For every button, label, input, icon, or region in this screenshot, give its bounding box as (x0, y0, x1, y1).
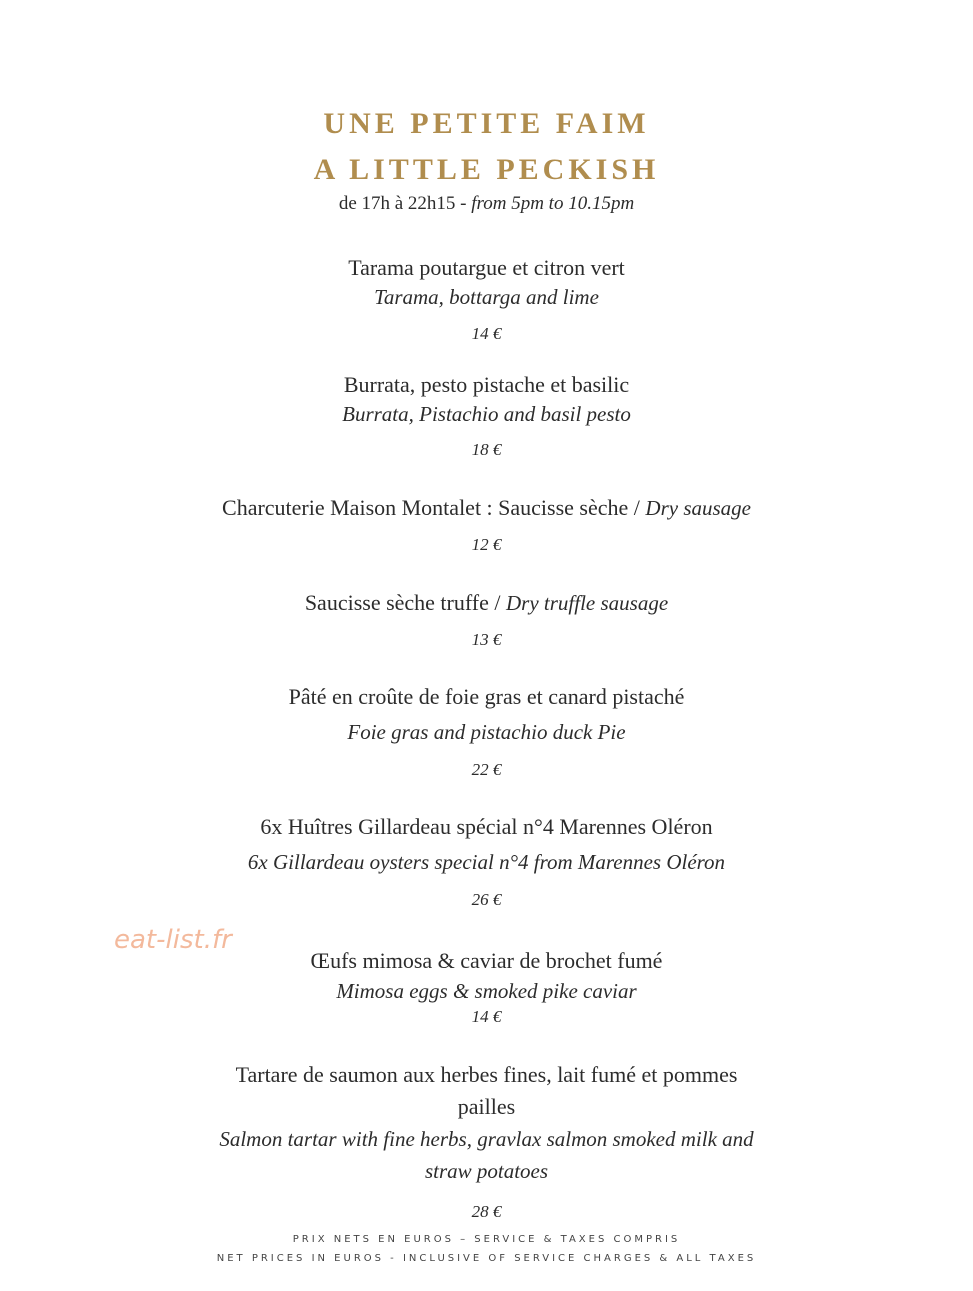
menu-item-7-name-en: Mimosa eggs & smoked pike caviar (336, 979, 637, 1003)
menu-item-3-name-fr: Charcuterie Maison Montalet : Saucisse sèche / (222, 495, 646, 520)
menu-item-8-price: 28 € (471, 1202, 502, 1221)
footer-note-fr: PRIX NETS EN EUROS – SERVICE & TAXES COMPRIS (292, 1234, 681, 1245)
serving-hours (0, 193, 973, 215)
menu-item-6-name-en: 6x Gillardeau oysters special n°4 from Marennes Oléron (247, 850, 726, 874)
menu-item-8-name-en-line1: Salmon tartar with fine herbs, gravlax salmon smoked milk and (219, 1127, 754, 1151)
menu-item-1-name-en: Tarama, bottarga and lime (374, 285, 599, 309)
menu-item-1-name-fr: Tarama poutargue et citron vert (348, 255, 625, 280)
menu-item-7-price: 14 € (471, 1007, 502, 1026)
watermark-text: eat-list.fr (114, 925, 232, 955)
menu-item-4-name (0, 590, 973, 616)
menu-item-1-price: 14 € (471, 324, 502, 343)
menu-item-5-name-en: Foie gras and pistachio duck Pie (347, 720, 626, 744)
menu-item-7-name-fr: Œufs mimosa & caviar de brochet fumé (310, 948, 663, 973)
menu-item-6-price: 26 € (471, 890, 502, 909)
menu-item-8-name-fr-line2: pailles (457, 1094, 516, 1119)
section-title-en: A LITTLE PECKISH (313, 153, 660, 186)
menu-item-8-name-en-line2: straw potatoes (424, 1159, 549, 1183)
menu-item-2-name-en: Burrata, Pistachio and basil pesto (342, 402, 631, 426)
serving-hours-fr: de 17h à 22h15 - (338, 193, 472, 214)
menu-item-8-name-fr-line1: Tartare de saumon aux herbes fines, lait fumé et pommes (235, 1062, 738, 1087)
menu-item-5-price: 22 € (471, 760, 502, 779)
menu-item-2-price: 18 € (471, 440, 502, 459)
menu-item-3-name (0, 495, 973, 521)
serving-hours-en: from 5pm to 10.15pm (471, 193, 635, 214)
menu-item-3-name-en: Dry sausage (645, 496, 751, 520)
menu-item-4-name-fr: Saucisse sèche truffe / (304, 590, 507, 615)
menu-item-4-name-en: Dry truffle sausage (506, 591, 669, 615)
footer-note-en: NET PRICES IN EUROS - INCLUSIVE OF SERVICE CHARGES & ALL TAXES (216, 1253, 757, 1264)
menu-item-6-name-fr: 6x Huîtres Gillardeau spécial n°4 Marennes Oléron (260, 814, 713, 839)
menu-item-5-name-fr: Pâté en croûte de foie gras et canard pistaché (288, 684, 685, 709)
menu-item-4-price: 13 € (471, 630, 502, 649)
menu-item-2-name-fr: Burrata, pesto pistache et basilic (343, 372, 630, 397)
section-title-fr: UNE PETITE FAIM (323, 107, 650, 140)
menu-item-3-price: 12 € (471, 535, 502, 554)
